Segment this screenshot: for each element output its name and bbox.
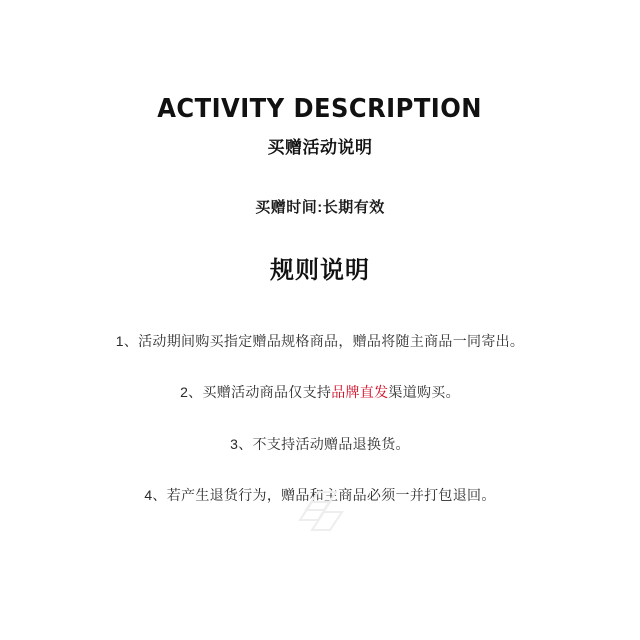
list-item: [0, 433, 640, 455]
list-item: [0, 381, 640, 403]
rule-text: 4、若产生退货行为，赠品和主商品必须一并打包退回。: [144, 487, 496, 504]
rule-text: 2、买赠活动商品仅支持: [180, 384, 332, 401]
rules-list: [0, 285, 640, 507]
page-title-english: ACTIVITY DESCRIPTION: [157, 94, 483, 124]
list-item: [0, 330, 640, 352]
rules-heading: 规则说明: [270, 257, 370, 284]
rule-text: 3、不支持活动赠品退换货。: [230, 435, 410, 452]
rule-text: 1、活动期间购买指定赠品规格商品，赠品将随主商品一同寄出。: [115, 333, 525, 349]
activity-period: 买赠时间:长期有效: [255, 199, 385, 216]
rule-text-suffix: 渠道购买。: [388, 384, 460, 401]
list-item: [0, 484, 640, 506]
page-title-chinese: 买赠活动说明: [267, 138, 373, 157]
rule-highlight: 品牌直发: [331, 384, 389, 401]
